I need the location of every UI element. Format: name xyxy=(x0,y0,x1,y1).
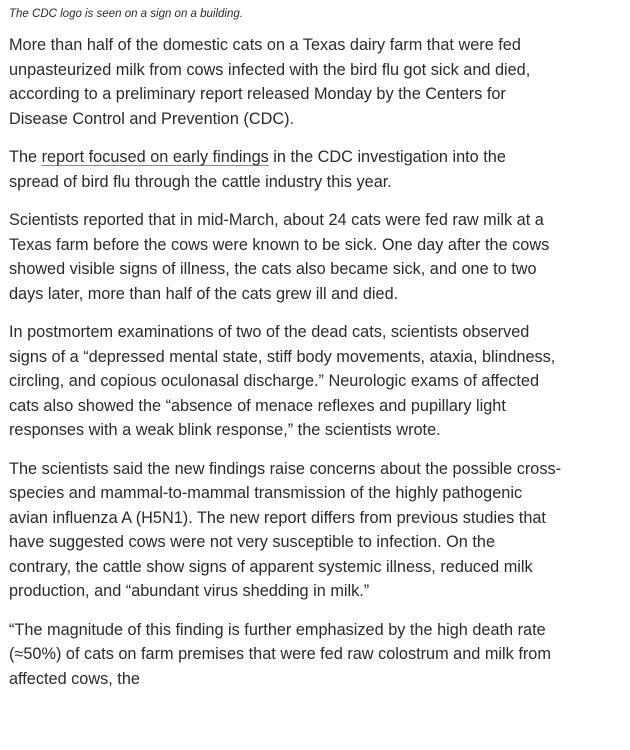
paragraph-line: avian influenza A (H5N1). The new report differs from previous studies that xyxy=(9,508,546,527)
paragraph-line: days later, more than half of the cats grew ill and died. xyxy=(9,284,399,303)
paragraph-line: contrary, the cattle show signs of apparent systemic illness, reduced milk xyxy=(9,557,533,576)
paragraph-2 xyxy=(9,145,630,194)
article-body xyxy=(9,0,630,705)
paragraph-line: “The magnitude of this finding is further emphasized by the high death rate xyxy=(9,620,546,639)
report-link[interactable]: report focused on early findings xyxy=(41,148,269,166)
paragraph-line: In postmortem examinations of two of the dead cats, scientists observed xyxy=(9,323,530,341)
paragraph-line: unpasteurized milk from cows infected with the bird flu got sick and died, xyxy=(9,60,531,79)
paragraph-line xyxy=(9,145,630,170)
paragraph-line: The scientists said the new findings raise concerns about the possible cross- xyxy=(9,459,562,478)
paragraph-line: species and mammal-to-mammal transmission of the highly pathogenic xyxy=(9,484,523,502)
paragraph-line: More than half of the domestic cats on a Texas dairy farm that were fed xyxy=(9,36,521,54)
paragraph-line: (≈50%) of cats on farm premises that were fed raw colostrum and milk from xyxy=(9,645,551,663)
paragraph-3 xyxy=(9,208,630,306)
paragraph-4 xyxy=(9,320,630,443)
paragraph-line: affected cows, the xyxy=(9,669,140,688)
paragraph-line: cats also showed the “absence of menace reflexes and pupillary light xyxy=(9,396,506,415)
paragraph-line: production, and “abundant virus shedding in milk.” xyxy=(9,582,370,600)
paragraph-line: responses with a weak blink response,” the scientists wrote. xyxy=(9,421,441,439)
paragraph-5 xyxy=(9,457,630,604)
image-caption: The CDC logo is seen on a sign on a building. xyxy=(9,8,243,20)
paragraph-line: Texas farm before the cows were known to be sick. One day after the cows xyxy=(9,235,550,254)
paragraph-text: The xyxy=(9,148,42,166)
paragraph-line: according to a preliminary report released Monday by the Centers for xyxy=(9,85,506,103)
paragraph-line: circling, and copious oculonasal discharge.” Neurologic exams of affected xyxy=(9,372,540,390)
paragraph-line: showed visible signs of illness, the cats also became sick, and one to two xyxy=(9,260,537,278)
paragraph-line: have suggested cows were not very susceptible to infection. On the xyxy=(9,533,495,551)
paragraph-6 xyxy=(9,618,630,692)
paragraph-line: Scientists reported that in mid-March, about 24 cats were fed raw milk at a xyxy=(9,211,544,229)
paragraph-1 xyxy=(9,33,630,131)
paragraph-line: Disease Control and Prevention (CDC). xyxy=(9,109,295,128)
paragraph-line: signs of a “depressed mental state, stiff body movements, ataxia, blindness, xyxy=(9,347,556,366)
paragraph-line: spread of bird flu through the cattle industry this year. xyxy=(9,172,392,191)
paragraph-text: in the CDC investigation into the xyxy=(268,148,506,166)
